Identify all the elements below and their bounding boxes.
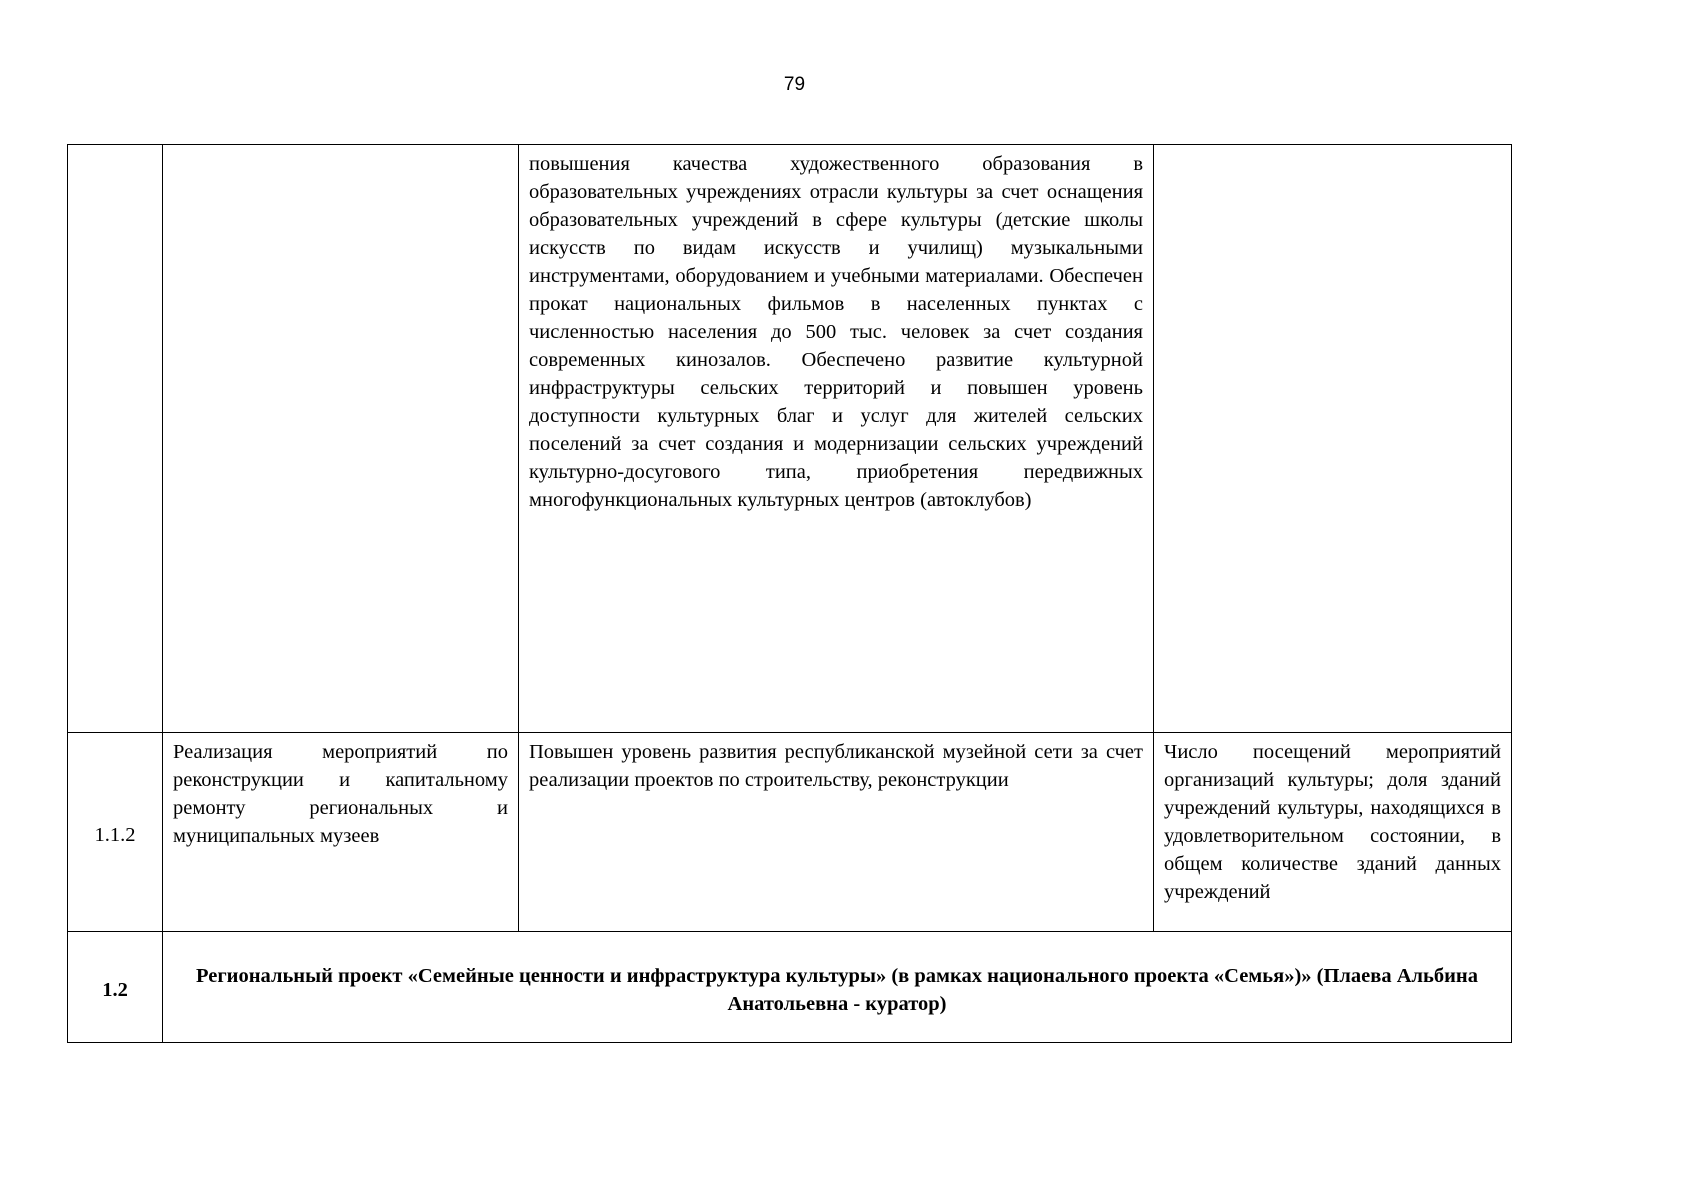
row-number-cell	[68, 145, 163, 733]
section-title-cell: Региональный проект «Семейные ценности и инфраструктура культуры» (в рамках национального проекта «Семья»)» (Плаева Альбина Анатольевна - куратор)	[163, 932, 1512, 1043]
section-number-cell: 1.2	[68, 932, 163, 1043]
indicator-cell: Число посещений мероприятий организаций культуры; доля зданий учреждений культуры, находящихся в удовлетворительном состоянии, в общем количестве зданий данных учреждений	[1154, 733, 1512, 932]
page-number: 79	[783, 74, 806, 95]
indicator-cell	[1154, 145, 1512, 733]
activity-cell: Реализация мероприятий по реконструкции и капитальному ремонту региональных и муниципальных музеев	[163, 733, 519, 932]
table-row	[68, 145, 1512, 733]
measures-table	[67, 144, 1512, 1043]
result-cell: повышения качества художественного образования в образовательных учреждениях отрасли культуры за счет оснащения образовательных учреждений в сфере культуры (детские школы искусств по видам искусств и училищ) музыкальными инструментами, оборудованием и учебными материалами. Обеспечен прокат национальных фильмов в населенных пунктах с численностью населения до 500 тыс. человек за счет создания современных кинозалов. Обеспечено развитие культурной инфраструктуры сельских территорий и повышен уровень доступности культурных благ и услуг для жителей сельских поселений за счет создания и модернизации сельских учреждений культурно-досугового типа, приобретения передвижных многофункциональных культурных центров (автоклубов)	[519, 145, 1154, 733]
activity-cell	[163, 145, 519, 733]
row-number-cell: 1.1.2	[68, 733, 163, 932]
section-row	[68, 932, 1512, 1043]
result-cell: Повышен уровень развития республиканской музейной сети за счет реализации проектов по строительству, реконструкции	[519, 733, 1154, 932]
table-row	[68, 733, 1512, 932]
